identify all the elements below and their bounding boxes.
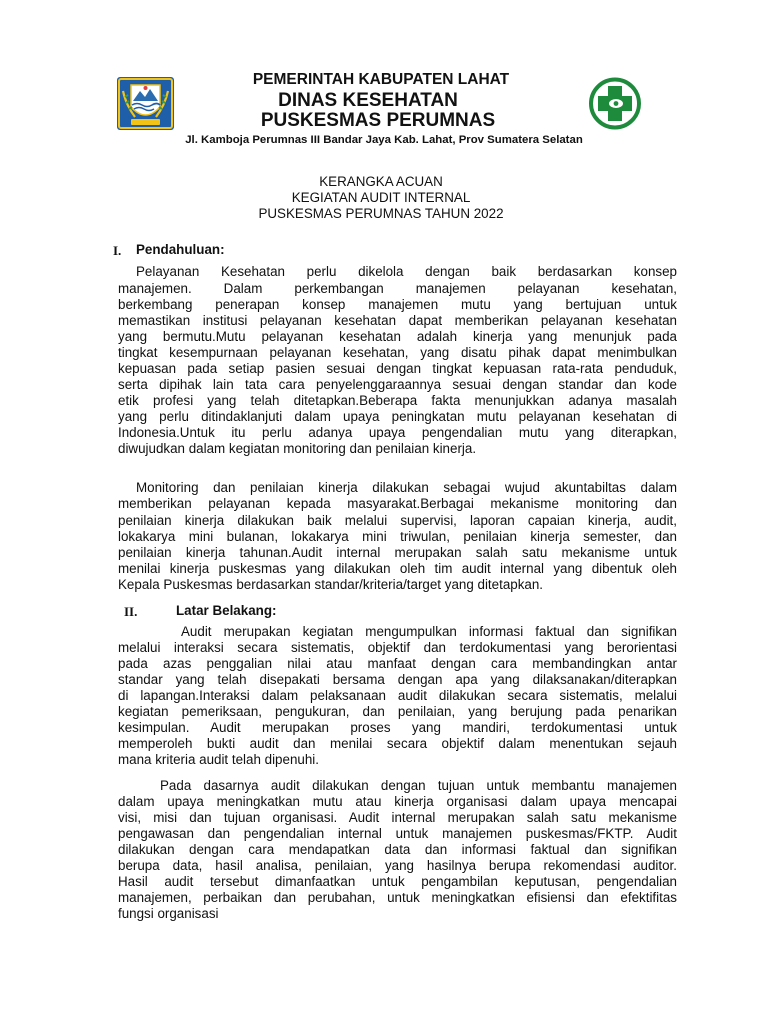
- paragraph-line: lokakarya mini bulanan, lokakarya mini triwulan, penilaian kinerja semester, dan: [118, 529, 677, 544]
- section-heading: Pendahuluan:: [136, 242, 225, 257]
- paragraph-line: etik profesi yang telah ditetapkan.Beberapa fakta menunjukkan adanya masalah: [118, 393, 677, 408]
- paragraph-line: Kepala Puskesmas berdasarkan standar/kriteria/target yang ditetapkan.: [118, 577, 544, 592]
- paragraph-line: berupa data, hasil analisa, penilaian, yang hasilnya berupa rekomendasi auditor.: [118, 858, 677, 873]
- paragraph-line: memastikan institusi pelayanan kesehatan dapat memberikan pelayanan kesehatan: [118, 313, 677, 328]
- paragraph-line: serta dipihak lain tata cara penyelenggaraannya sesuai dengan standar dan kode: [118, 377, 677, 392]
- paragraph-line: tingkat kesempurnaan pelayanan kesehatan, yang disatu pihak dapat menimbulkan: [118, 345, 677, 360]
- section-number: I.: [113, 243, 122, 258]
- section-heading: Latar Belakang:: [176, 603, 277, 618]
- paragraph-line: berkembang penerapan konsep manajemen mutu yang bertujuan untuk: [118, 297, 677, 312]
- paragraph-line: dilakukan dengan cara mendapatkan data dan informasi faktual dan signifikan: [118, 842, 677, 857]
- paragraph-line: melalui interaksi secara sistematis, objektif dan terdokumentasi yang berorientasi: [118, 640, 677, 655]
- paragraph-line: Pelayanan Kesehatan perlu dikelola dengan baik berdasarkan konsep: [136, 264, 677, 279]
- paragraph-line: yang perlu ditindaklanjuti dalam upaya peningkatan mutu pelayanan kesehatan di: [118, 409, 677, 424]
- document-subtitle: KEGIATAN AUDIT INTERNAL: [291, 190, 471, 205]
- paragraph-line: Monitoring dan penilaian kinerja dilakukan sebagai wujud akuntabiltas dalam: [136, 480, 677, 495]
- letterhead-address: Jl. Kamboja Perumnas III Bandar Jaya Kab. Lahat, Prov Sumatera Selatan: [185, 134, 583, 146]
- paragraph-line: kegiatan pemeriksaan, pengukuran, dan penilaian, yang berujung pada penarikan: [118, 704, 677, 719]
- document-title: KERANGKA ACUAN: [319, 174, 443, 189]
- paragraph-line: Hasil audit tersebut dimanfaatkan untuk pengambilan keputusan, pengendalian: [118, 874, 677, 889]
- paragraph-line: di lapangan.Interaksi dalam pelaksanaan audit dilakukan secara sistematis, melalui: [118, 688, 677, 703]
- paragraph-line: Indonesia.Untuk itu perlu adanya upaya pengendalian mutu yang diterapkan,: [118, 425, 677, 440]
- paragraph-line: diwujudkan dalam kegiatan monitoring dan penilaian kinerja.: [118, 441, 477, 456]
- paragraph-line: memberikan pelayanan kepada masyarakat.Berbagai mekanisme monitoring dan: [118, 496, 677, 511]
- paragraph-line: yang bermutu.Mutu pelayanan kesehatan adalah kinerja yang menunjuk pada: [118, 329, 677, 344]
- paragraph-line: pengawasan dan pengendalian internal untuk manajemen puskesmas/FKTP. Audit: [118, 826, 677, 841]
- letterhead-government: PEMERINTAH KABUPATEN LAHAT: [252, 71, 510, 88]
- paragraph-line: manajemen. Dalam perkembangan manajemen pelayanan kesehatan,: [118, 281, 677, 296]
- letterhead-department: DINAS KESEHATAN: [278, 90, 458, 111]
- paragraph-line: Audit merupakan kegiatan mengumpulkan informasi faktual dan signifikan: [181, 624, 677, 639]
- paragraph-line: kesimpulan. Audit merupakan proses yang mandiri, terdokumentasi untuk: [118, 720, 677, 735]
- paragraph-line: penilaian kinerja tahunan.Audit internal merupakan salah satu mekanisme untuk: [118, 545, 677, 560]
- paragraph-line: manajemen, perbaikan dan perubahan, untuk meningkatkan efisiensi dan efektifitas: [118, 890, 677, 905]
- section-number: II.: [124, 604, 138, 619]
- paragraph-line: standar yang telah disepakati bersama dengan apa yang dilaksanakan/diterapkan: [118, 672, 677, 687]
- document-subtitle-year: PUSKESMAS PERUMNAS TAHUN 2022: [258, 206, 504, 221]
- paragraph-line: penilaian kinerja dilakukan baik melalui supervisi, laporan capaian kinerja, audit,: [118, 513, 677, 528]
- paragraph-line: kepuasan pada setiap pasien sesuai dengan tingkat kepuasan rata-rata penduduk,: [118, 361, 677, 376]
- paragraph-line: menilai kinerja puskesmas yang dilakukan oleh tim audit internal yang dibentuk oleh: [118, 561, 677, 576]
- paragraph-line: Pada dasarnya audit dilakukan dengan tujuan untuk membantu manajemen: [160, 778, 677, 793]
- paragraph-line: pada azas penggalian nilai atau manfaat dengan cara membandingkan antar: [118, 656, 677, 671]
- paragraph-line: mana kriteria audit telah dipenuhi.: [118, 752, 319, 767]
- letterhead-institution: PUSKESMAS PERUMNAS: [260, 110, 496, 131]
- paragraph-line: fungsi organisasi: [118, 906, 219, 921]
- paragraph-line: visi, misi dan tujuan organisasi. Audit internal merupakan salah satu mekanisme: [118, 810, 677, 825]
- paragraph-line: memperoleh bukti audit dan menilai secara objektif dalam menentukan sejauh: [118, 736, 677, 751]
- paragraph-line: dalam upaya meningkatkan mutu atau kinerja organisasi dalam upaya mencapai: [118, 794, 677, 809]
